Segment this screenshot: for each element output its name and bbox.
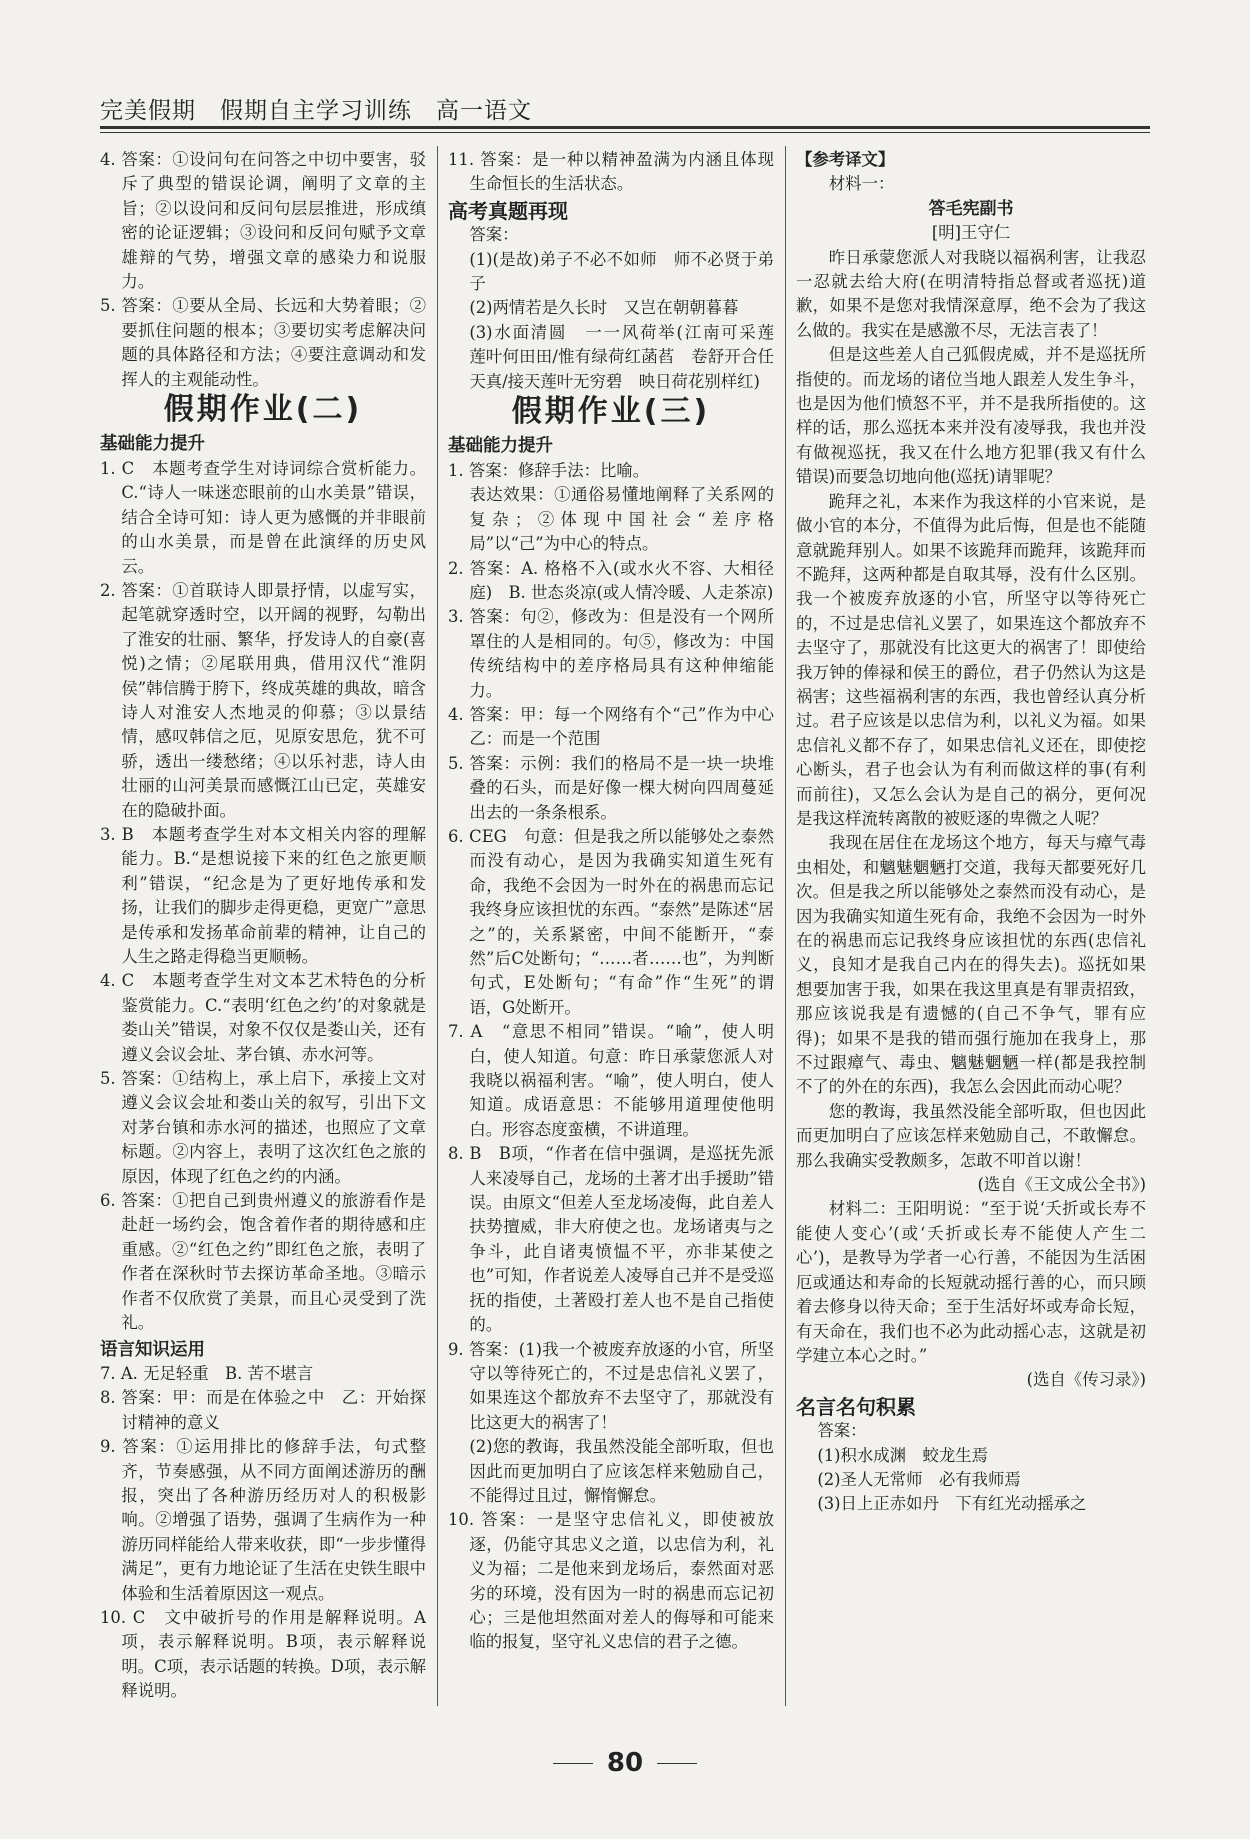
source-citation: (选自《传习录》) (1026, 1370, 1146, 1390)
footer-dash (553, 1763, 593, 1764)
gaokao-answer: (2)两情若是久长时 又岂在朝朝暮暮 (469, 298, 739, 318)
translation-paragraph: 您的教诲，我虽然没能全部听取，但也因此而更加明白了应该怎样来勉励自己，不敢懈怠。那么我确实受教颇多，怎敢不叩首以谢！ (796, 1101, 1146, 1170)
answer-item: 1. C 本题考查学生对诗词综合赏析能力。C.“诗人一味迷恋眼前的山水美景”错误，结合全诗可知：诗人更为感慨的并非眼前的山水美景，而是曾在此演绎的历史风云。 (100, 458, 426, 576)
answer-item: 7. A. 无足轻重 B. 苦不堪言 (100, 1363, 314, 1383)
translation-paragraph: 但是这些差人自己狐假虎威，并不是巡抚所指使的。而龙场的诸位当地人跟差人发生争斗，也是因为他们愤怒不平，并不是我所指使的。这样的话，那么巡抚本来并没有凌辱我，我也并没有做视巡抚，我又在什么地方犯罪(我又有什么错误)而要急切地向他(巡抚)请罪呢？ (796, 345, 1146, 487)
gaokao-answer-label: 答案： (469, 225, 519, 245)
quote-answer: (3)日上正赤如丹 下有红光动摇承之 (817, 1494, 1087, 1514)
answer-item: 8. 答案：甲：而是在体验之中 乙：开始探讨精神的意义 (100, 1388, 426, 1432)
answer-item: 4. 答案：甲：每一个网络有个“己”作为中心 乙：而是一个范围 (448, 704, 791, 749)
page-number: 80 (606, 1748, 644, 1778)
answer-5: 5. 答案：①要从全局、长远和大势着眼；②要抓住问题的根本；③要切实考虑解决问题的具体路径和方法；④要注意调动和发挥人的主观能动性。 (100, 296, 426, 389)
answer-item: 2. 答案：A. 格格不入(或水火不容、大相径庭) B. 世态炎凉(或人情冷暖、人走茶凉) (448, 558, 774, 602)
section-heading-quotes: 名言名句积累 (796, 1394, 916, 1419)
answer-item: 2. 答案：①首联诗人即景抒情，以虚写实，起笔就穿透时空，以开阔的视野，勾勒出了淮安的壮丽、繁华，抒发诗人的自豪(喜悦)之情；②尾联用典，借用汉代“淮阴侯”韩信腾于胯下，终成英雄的典故，暗含诗人对淮安人杰地灵的仰慕；③以景结情，感叹韩信之厄，见原安思危，犹不可骄，透出一缕愁绪；④以乐衬悲，诗人由壮丽的山河美景而感慨江山已定，英雄安在的隐破扑面。 (100, 580, 426, 820)
column-middle (448, 148, 791, 1655)
translation-paragraph: 我现在居住在龙场这个地方，每天与瘴气毒虫相处，和魑魅魍魉打交道，我每天都要死好几次。但是我之所以能够处之泰然而没有动心，是因为我确实知道生死有命，我绝不会因为一时外在的祸患而忘记我终身应该担忧的东西(忠信礼义，良知才是我自己内在的得失去)。巡抚如果想要加害于我，如果在我这里真是有罪责招致，那应该说我是有遗憾的(自己不争气，罪有应得)；如果不是我的错而强行施加在我身上，那不过跟瘴气、毒虫、魑魅魍魉一样(都是我控制不了的外在的东西)，我怎么会因此而动心呢？ (796, 833, 1146, 1097)
gaokao-answer: (1)(是故)弟子不必不如师 师不必贤于弟子 (469, 249, 774, 294)
answer-item: 10. 答案：一是坚守忠信礼义，即使被放逐，仍能守其忠义之道，以忠信为利，礼义为福；二是他来到龙场后，泰然面对恶劣的环境，没有因为一时的祸患而忘记初心；三是他坦然面对差人的侮辱和可能来临的报复，坚守礼义忠信的君子之德。 (448, 1510, 774, 1652)
answer-item: 4. C 本题考查学生对文本艺术特色的分析鉴赏能力。C.“表明‘红色之约’的对象就是娄山关”错误，对象不仅仅是娄山关，还有遵义会议会址、茅台镇、赤水河等。 (100, 971, 426, 1064)
material-1-label: 材料一： (828, 174, 895, 194)
answer-item: 5. 答案：示例：我们的格局不是一块一块堆叠的石头，而是好像一棵大树向四周蔓延出去的一条条根系。 (448, 753, 774, 822)
assignment-title-3: 假期作业(三) (511, 394, 711, 430)
answer-item: 8. B B项，“作者在信中强调，是巡抚先派人来凌辱自己，龙场的土著才出手援助”错误。由原文“但差人至龙场凌侮，此自差人扶势擅威，非大府使之也。龙场诸夷与之争斗，此自诸夷愤愠不平，亦非某使之也”可知，作者说差人凌辱自己并不是受巡抚的指使，土著殴打差人也不是自己指使的。 (448, 1144, 774, 1335)
reference-translation-label: 【参考译文】 (796, 150, 895, 169)
answer-item: 表达效果：①通俗易懂地阐释了关系网的复杂；②体现中国社会“差序格局”以“己”为中心的特点。 (469, 485, 774, 554)
source-citation: (选自《王文成公全书》) (977, 1175, 1146, 1195)
letter-author: [明]王守仁 (931, 223, 1011, 243)
material-2: 材料二：王阳明说：“至于说‘夭折或长寿不能使人变心’(或‘夭折或长寿不能使人产生二心’)，是教导为学者一心行善，不能因为生活困厄或通达和寿命的长短就动摇行善的心，而只顾着去修身以待天命；至于生活好坏或寿命长短，有天命在，我们也不必为此动摇心志，这就是初学建立本心之时。” (796, 1199, 1146, 1365)
quotes-answer-label: 答案： (817, 1421, 867, 1441)
assignment-title-2: 假期作业(二) (163, 392, 363, 428)
footer-dash (657, 1763, 697, 1764)
header-rule-thin (100, 132, 1150, 133)
answer-4: 4. 答案：①设问句在问答之中切中要害，驳斥了典型的错误论调，阐明了文章的主旨；②以设问和反问句层层推进，形成缜密的论证逻辑；③设问和反问句赋予文章雄辩的气势，增强文章的感染力和说服力。 (100, 150, 426, 292)
answer-item: 9. 答案：①运用排比的修辞手法，句式整齐，节奏感强，从不同方面阐述游历的酬报，突出了各种游历经历对人的积极影响。②增强了语势，强调了生病作为一种游历同样能给人带来收获，即“一步步懂得满足”，更有力地论证了生活在史铁生眼中体验和生活着原因这一观点。 (100, 1437, 426, 1603)
answer-item: 7. A “意思不相同”错误。“喻”，使人明白，使人知道。句意：昨日承蒙您派人对我晓以祸福利害。“喻”，使人明白，使人知道。成语意思：不能够用道理使他明白。形容态度蛮横，不讲道理。 (448, 1022, 774, 1139)
letter-title: 答毛宪副书 (928, 198, 1014, 219)
column-right (796, 148, 1146, 1517)
header-title: 完美假期 假期自主学习训练 高一语文 (100, 98, 532, 124)
answer-item: 6. 答案：①把自己到贵州遵义的旅游看作是赴赶一场约会，饱含着作者的期待感和庄重感。②“红色之约”即红色之旅，表明了作者在深秋时节去探访革命圣地。③暗示作者不仅欣赏了美景，而且心灵受到了洗礼。 (100, 1191, 426, 1333)
translation-paragraph: 跪拜之礼，本来作为我这样的小官来说，是做小官的本分，不值得为此后悔，但是也不能随意就跪拜别人。如果不该跪拜而跪拜，该跪拜而不跪拜，这两种都是自取其辱，没有什么区别。我一个被废弃放逐的小官，所坚守以等待死亡的，不过是忠信礼义罢了，如果连这个都放弃不去坚守了，那就没有比这更大的祸害了！即使给我万钟的俸禄和侯王的爵位，君子仍然认为这是祸害；这些福祸利害的东西，我也曾经认真分析过。君子应该是以忠信为利，以礼义为福。如果忠信礼义都不存了，如果忠信礼义还在，即使挖心断头，君子也会认为有利而做这样的事(有利而前往)，又怎么会认为是自己的祸分，更何况是我这样流转离散的被贬逐的卑微之人呢？ (796, 491, 1146, 828)
column-left (100, 148, 426, 1704)
page-header (100, 92, 1150, 132)
answer-11: 11. 答案：是一种以精神盈满为内涵且体现生命恒长的生活状态。 (448, 150, 774, 194)
answer-item: 9. 答案：(1)我一个被废弃放逐的小官，所坚守以等待死亡的，不过是忠信礼义罢了，如果连这个都放弃不去坚守了，那就没有比这更大的祸害了！ (448, 1339, 774, 1432)
column-divider (785, 146, 786, 1706)
section-heading-language: 语言知识运用 (100, 1339, 205, 1360)
quote-answer: (2)圣人无常师 必有我师焉 (817, 1469, 1021, 1489)
answer-item: (2)您的教诲，我虽然没能全部听取，但也因此而更加明白了应该怎样来勉励自己，不能得过且过，懈惰懈怠。 (469, 1437, 774, 1505)
answer-item: 6. CEG 句意：但是我之所以能够处之泰然而没有动心，是因为我确实知道生死有命，我绝不会因为一时外在的祸患而忘记我终身应该担忧的东西。“泰然”是陈述“居之”的，关系紧密，中间不能断开，“泰然”后C处断句；“……者……也”，为判断句式，E处断句；“有命”作“生死”的谓语，G处断开。 (448, 826, 774, 1017)
gaokao-answer: (3)水面清圆 一一风荷举(江南可采莲 莲叶何田田/惟有绿荷红菡萏 卷舒开合任天真/接天莲叶无穷碧 映日荷花别样红) (469, 322, 791, 391)
quote-answer: (1)积水成渊 蛟龙生焉 (817, 1445, 989, 1465)
section-heading-gaokao: 高考真题再现 (448, 198, 568, 223)
section-heading-basic: 基础能力提升 (100, 434, 205, 455)
header-rule (100, 126, 1150, 129)
answer-item: 3. 答案：句②，修改为：但是没有一个网所罩住的人是相同的。句⑤，修改为：中国传统结构中的差序格局具有这种伸缩能力。 (448, 607, 774, 700)
section-heading-basic: 基础能力提升 (448, 436, 553, 457)
translation-paragraph: 昨日承蒙您派人对我晓以福祸利害，让我忍一忍就去给大府(在明清特指总督或者巡抚)道歉，如果不是您对我情深意厚，绝不会为了我这么做的。我实在是感激不尽，无法言表了！ (796, 247, 1146, 340)
column-divider (437, 146, 438, 1706)
answer-item: 3. B 本题考查学生对本文相关内容的理解能力。B.“是想说接下来的红色之旅更顺利”错误，“纪念是为了更好地传承和发扬，让我们的脚步走得更稳，更宽广”意思是传承和发扬革命前辈的精神，让自己的人生之路走得稳当更顺畅。 (100, 824, 426, 966)
answer-item: 10. C 文中破折号的作用是解释说明。A项，表示解释说明。B项，表示解释说明。C项，表示话题的转换。D项，表示解释说明。 (100, 1607, 426, 1701)
page-footer (0, 1748, 1250, 1778)
answer-item: 5. 答案：①结构上，承上启下，承接上文对遵义会议会址和娄山关的叙写，引出下文对茅台镇和赤水河的描述，也照应了文章标题。②内容上，表明了这次红色之旅的原因，体现了红色之约的内涵。 (100, 1069, 426, 1186)
answer-item: 1. 答案：修辞手法：比喻。 (448, 460, 650, 480)
